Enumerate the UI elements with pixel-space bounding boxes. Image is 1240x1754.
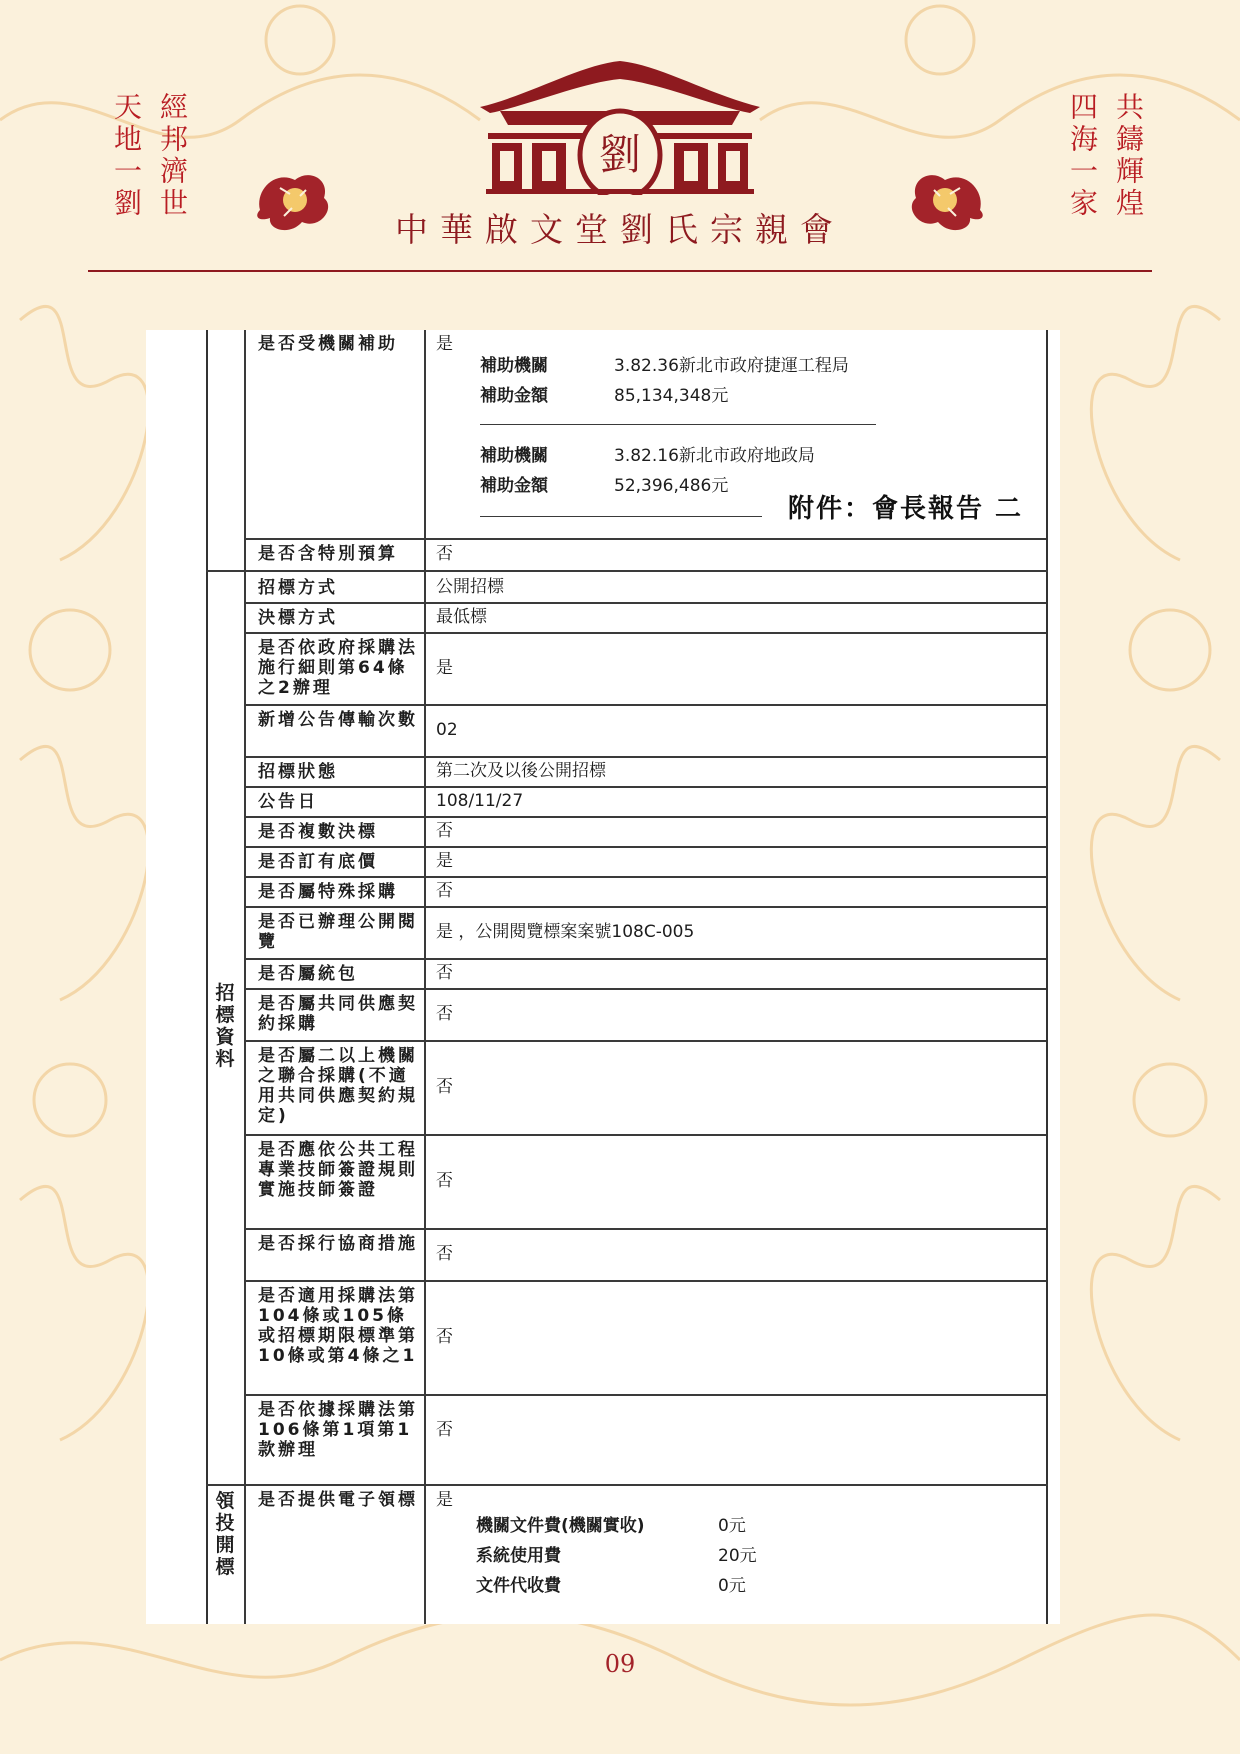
row-value: 否 (436, 1171, 453, 1191)
row-label: 是否依政府採購法施行細則第64條之2辦理 (258, 638, 418, 698)
row-value: 否 (436, 963, 453, 983)
row-divider (246, 846, 1046, 848)
tender-section-title: 招標資料 (215, 982, 235, 1070)
row-value: 02 (436, 720, 458, 740)
row-value: 第二次及以後公開招標 (436, 761, 606, 781)
row-label: 決標方式 (258, 608, 338, 628)
subsidy-amount-label: 補助金額 (480, 386, 548, 406)
row-divider (246, 958, 1046, 960)
row-label: 招標狀態 (258, 762, 338, 782)
row-value: 否 (436, 1004, 453, 1024)
row-divider (246, 1394, 1046, 1396)
subsidy-value: 是 (436, 334, 453, 354)
couplet-right-inner: 四海一家 (1066, 92, 1099, 220)
row-label: 是否訂有底價 (258, 852, 378, 872)
section-divider (206, 570, 1048, 572)
organization-name: 中華啟文堂劉氏宗親會 (395, 210, 845, 249)
subsidy-agency-label: 補助機關 (480, 356, 548, 376)
row-value: 否 (436, 881, 453, 901)
scanned-document (146, 330, 1060, 1624)
electronic-label: 是否提供電子領標 (258, 1490, 418, 1510)
subsidy-label: 是否受機關補助 (258, 334, 398, 354)
fee-amount: 20元 (718, 1546, 757, 1566)
row-value: 公開招標 (436, 577, 504, 597)
fee-name: 文件代收費 (476, 1576, 561, 1596)
row-label: 是否應依公共工程專業技師簽證規則實施技師簽證 (258, 1140, 418, 1200)
fee-name: 系統使用費 (476, 1546, 561, 1566)
label-column-line (424, 330, 426, 1624)
row-label: 是否屬特殊採購 (258, 882, 398, 902)
row-divider (246, 876, 1046, 878)
row-divider (246, 704, 1046, 706)
electronic-value: 是 (436, 1490, 453, 1510)
row-label: 是否依據採購法第106條第1項第1款辦理 (258, 1400, 418, 1460)
row-divider (246, 816, 1046, 818)
row-value: 是 ，公開閱覽標案案號108C-005 (436, 922, 695, 942)
row-label: 是否屬統包 (258, 964, 358, 984)
row-value: 是 (436, 851, 453, 871)
row-divider (246, 906, 1046, 908)
row-label: 是否採行協商措施 (258, 1234, 418, 1254)
fee-amount: 0元 (718, 1516, 746, 1536)
row-value: 否 (436, 1077, 453, 1097)
row-value: 否 (436, 1327, 453, 1347)
row-divider (246, 786, 1046, 788)
subsidy-amount: 85,134,348元 (614, 386, 729, 406)
couplet-left-outer: 天地一劉 (110, 92, 143, 220)
row-label: 公告日 (258, 792, 318, 812)
subsidy-agency-label: 補助機關 (480, 446, 548, 466)
row-divider (246, 538, 1046, 540)
row-divider (246, 756, 1046, 758)
header-divider (88, 270, 1152, 272)
row-divider (246, 1134, 1046, 1136)
special-budget-value: 否 (436, 544, 453, 564)
subsidy-separator (480, 424, 876, 425)
row-label: 是否屬共同供應契約採購 (258, 994, 418, 1034)
row-divider (246, 988, 1046, 990)
subsidy-amount: 52,396,486元 (614, 476, 729, 496)
special-budget-label: 是否含特別預算 (258, 544, 398, 564)
page-number: 09 (604, 1650, 636, 1678)
row-label: 新增公告傳輸次數 (258, 710, 418, 730)
row-divider (246, 632, 1046, 634)
row-label: 是否已辦理公開閱覽 (258, 912, 418, 952)
attachment-label: 附件：會長報告 二 (782, 488, 1029, 525)
svg-text:劉: 劉 (598, 130, 642, 179)
row-divider (246, 1280, 1046, 1282)
row-label: 是否複數決標 (258, 822, 378, 842)
couplet-left-inner: 經邦濟世 (156, 92, 189, 220)
couplet-right-outer: 共鑄輝煌 (1112, 92, 1145, 220)
row-value: 否 (436, 1244, 453, 1264)
fee-amount: 0元 (718, 1576, 746, 1596)
row-label: 是否屬二以上機關之聯合採購(不適用共同供應契約規定) (258, 1046, 418, 1126)
fee-name: 機關文件費(機關實收) (476, 1516, 645, 1536)
subsidy-amount-label: 補助金額 (480, 476, 548, 496)
temple-logo (470, 55, 770, 195)
subsidy-separator (480, 516, 762, 517)
row-value: 否 (436, 821, 453, 841)
subsidy-agency: 3.82.36新北市政府捷運工程局 (614, 356, 849, 376)
row-value: 最低標 (436, 607, 487, 627)
bid-section-title: 領投開標 (215, 1490, 235, 1578)
row-value: 否 (436, 1420, 453, 1440)
row-label: 招標方式 (258, 578, 338, 598)
section-divider (206, 1484, 1048, 1486)
row-divider (246, 1228, 1046, 1230)
row-value: 是 (436, 658, 453, 678)
row-divider (246, 602, 1046, 604)
subsidy-agency: 3.82.16新北市政府地政局 (614, 446, 815, 466)
row-value: 108/11/27 (436, 791, 524, 811)
row-divider (246, 1040, 1046, 1042)
row-label: 是否適用採購法第104條或105條或招標期限標準第10條或第4條之1 (258, 1286, 418, 1366)
section-column-line (244, 330, 246, 1624)
